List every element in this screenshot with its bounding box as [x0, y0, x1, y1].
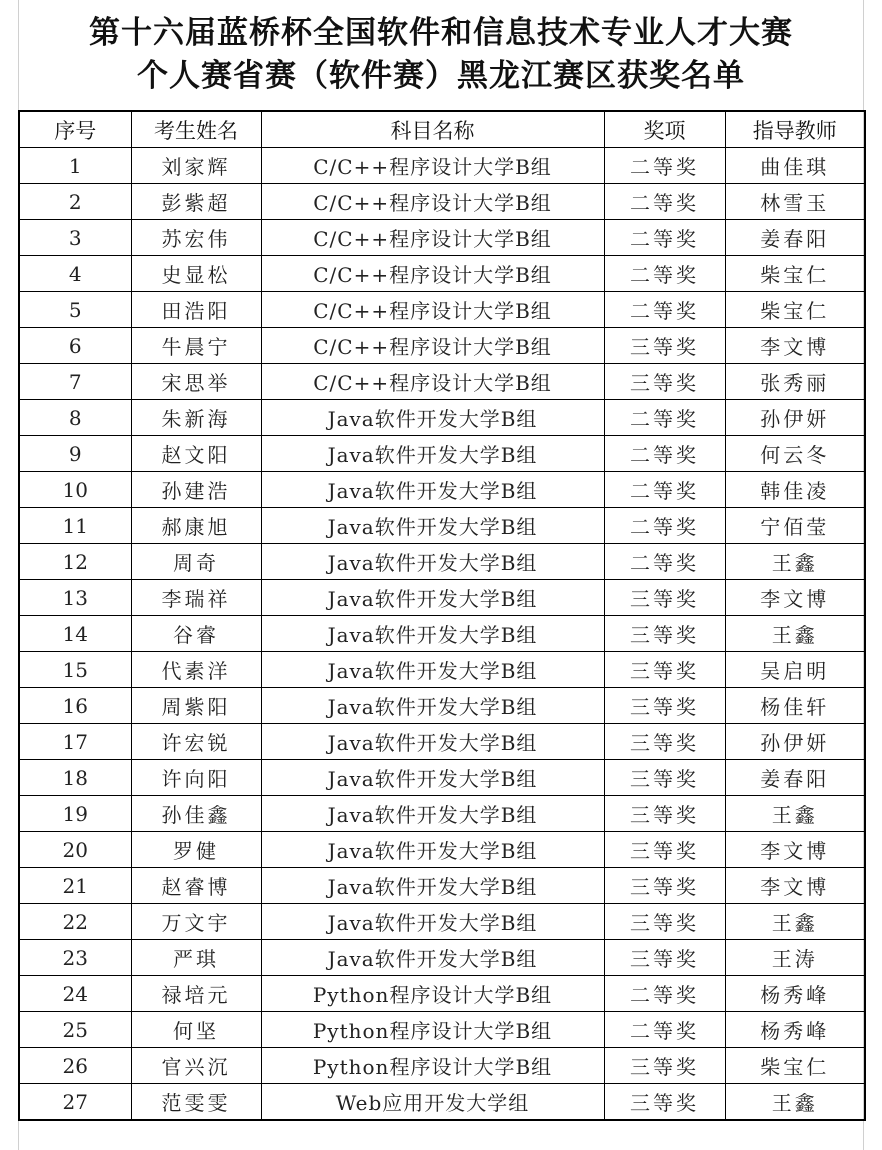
page-title-line2: 个人赛省赛（软件赛）黑龙江赛区获奖名单	[137, 58, 745, 94]
cell-no: 25	[19, 1012, 131, 1048]
cell-name: 史显松	[131, 256, 261, 292]
cell-no: 10	[19, 472, 131, 508]
cell-subject: C/C++程序设计大学B组	[261, 220, 604, 256]
cell-no: 2	[19, 184, 131, 220]
cell-teacher: 孙伊妍	[725, 400, 865, 436]
cell-name: 罗健	[131, 832, 261, 868]
cell-name: 万文宇	[131, 904, 261, 940]
cell-name: 代素洋	[131, 652, 261, 688]
page-title-line1: 第十六届蓝桥杯全国软件和信息技术专业人才大赛	[89, 15, 793, 51]
table-header-row	[19, 111, 865, 148]
cell-award: 三等奖	[604, 940, 725, 976]
cell-name: 谷睿	[131, 616, 261, 652]
table-row	[19, 364, 865, 400]
cell-award: 二等奖	[604, 472, 725, 508]
cell-award: 三等奖	[604, 328, 725, 364]
cell-subject: C/C++程序设计大学B组	[261, 184, 604, 220]
cell-teacher: 李文博	[725, 832, 865, 868]
cell-no: 20	[19, 832, 131, 868]
table-row	[19, 796, 865, 832]
table-row	[19, 1048, 865, 1084]
header-name: 考生姓名	[131, 111, 261, 148]
cell-subject: C/C++程序设计大学B组	[261, 292, 604, 328]
cell-teacher: 姜春阳	[725, 220, 865, 256]
cell-award: 三等奖	[604, 796, 725, 832]
cell-teacher: 何云冬	[725, 436, 865, 472]
cell-no: 17	[19, 724, 131, 760]
cell-no: 13	[19, 580, 131, 616]
cell-teacher: 王鑫	[725, 616, 865, 652]
cell-subject: Python程序设计大学B组	[261, 1012, 604, 1048]
cell-name: 严琪	[131, 940, 261, 976]
cell-award: 三等奖	[604, 1048, 725, 1084]
cell-subject: Java软件开发大学B组	[261, 400, 604, 436]
header-no: 序号	[19, 111, 131, 148]
cell-name: 宋思举	[131, 364, 261, 400]
cell-subject: C/C++程序设计大学B组	[261, 256, 604, 292]
cell-teacher: 李文博	[725, 868, 865, 904]
table-row	[19, 472, 865, 508]
cell-award: 三等奖	[604, 724, 725, 760]
cell-teacher: 王涛	[725, 940, 865, 976]
cell-award: 二等奖	[604, 148, 725, 184]
cell-subject: C/C++程序设计大学B组	[261, 364, 604, 400]
cell-name: 许向阳	[131, 760, 261, 796]
cell-no: 7	[19, 364, 131, 400]
cell-no: 18	[19, 760, 131, 796]
cell-award: 三等奖	[604, 616, 725, 652]
table-row	[19, 976, 865, 1012]
cell-award: 三等奖	[604, 868, 725, 904]
table-row	[19, 724, 865, 760]
cell-subject: Java软件开发大学B组	[261, 652, 604, 688]
table-row	[19, 868, 865, 904]
header-award: 奖项	[604, 111, 725, 148]
table-row	[19, 184, 865, 220]
table-row	[19, 292, 865, 328]
cell-no: 9	[19, 436, 131, 472]
table-row	[19, 652, 865, 688]
cell-subject: C/C++程序设计大学B组	[261, 328, 604, 364]
cell-subject: Java软件开发大学B组	[261, 580, 604, 616]
table-row	[19, 400, 865, 436]
table-row	[19, 904, 865, 940]
cell-name: 范雯雯	[131, 1084, 261, 1121]
cell-award: 二等奖	[604, 508, 725, 544]
cell-subject: Python程序设计大学B组	[261, 976, 604, 1012]
cell-teacher: 姜春阳	[725, 760, 865, 796]
cell-no: 24	[19, 976, 131, 1012]
cell-name: 赵睿博	[131, 868, 261, 904]
cell-teacher: 韩佳凌	[725, 472, 865, 508]
cell-award: 三等奖	[604, 760, 725, 796]
cell-teacher: 王鑫	[725, 544, 865, 580]
cell-award: 二等奖	[604, 436, 725, 472]
cell-name: 何坚	[131, 1012, 261, 1048]
cell-teacher: 王鑫	[725, 796, 865, 832]
cell-award: 二等奖	[604, 184, 725, 220]
table-row	[19, 580, 865, 616]
cell-award: 三等奖	[604, 832, 725, 868]
cell-name: 郝康旭	[131, 508, 261, 544]
cell-subject: Java软件开发大学B组	[261, 832, 604, 868]
cell-name: 彭紫超	[131, 184, 261, 220]
table-row	[19, 328, 865, 364]
cell-no: 21	[19, 868, 131, 904]
cell-no: 8	[19, 400, 131, 436]
cell-teacher: 曲佳琪	[725, 148, 865, 184]
cell-no: 14	[19, 616, 131, 652]
cell-no: 15	[19, 652, 131, 688]
cell-no: 11	[19, 508, 131, 544]
cell-no: 19	[19, 796, 131, 832]
cell-award: 二等奖	[604, 292, 725, 328]
cell-subject: Web应用开发大学组	[261, 1084, 604, 1121]
cell-teacher: 柴宝仁	[725, 292, 865, 328]
cell-no: 23	[19, 940, 131, 976]
cell-teacher: 张秀丽	[725, 364, 865, 400]
cell-name: 周奇	[131, 544, 261, 580]
cell-name: 刘家辉	[131, 148, 261, 184]
cell-subject: Java软件开发大学B组	[261, 616, 604, 652]
cell-subject: Java软件开发大学B组	[261, 904, 604, 940]
cell-subject: Java软件开发大学B组	[261, 760, 604, 796]
cell-name: 田浩阳	[131, 292, 261, 328]
cell-name: 李瑞祥	[131, 580, 261, 616]
cell-subject: Java软件开发大学B组	[261, 472, 604, 508]
table-row	[19, 832, 865, 868]
table-row	[19, 256, 865, 292]
cell-name: 苏宏伟	[131, 220, 261, 256]
cell-teacher: 李文博	[725, 328, 865, 364]
cell-teacher: 孙伊妍	[725, 724, 865, 760]
cell-teacher: 杨佳轩	[725, 688, 865, 724]
cell-name: 朱新海	[131, 400, 261, 436]
cell-subject: Java软件开发大学B组	[261, 940, 604, 976]
cell-teacher: 杨秀峰	[725, 976, 865, 1012]
table-body	[19, 148, 865, 1121]
cell-no: 1	[19, 148, 131, 184]
table-row	[19, 1012, 865, 1048]
cell-teacher: 王鑫	[725, 904, 865, 940]
cell-name: 禄培元	[131, 976, 261, 1012]
cell-no: 27	[19, 1084, 131, 1121]
cell-teacher: 李文博	[725, 580, 865, 616]
table-row	[19, 1084, 865, 1121]
cell-subject: Java软件开发大学B组	[261, 508, 604, 544]
table-row	[19, 760, 865, 796]
cell-no: 12	[19, 544, 131, 580]
cell-teacher: 林雪玉	[725, 184, 865, 220]
cell-subject: Java软件开发大学B组	[261, 796, 604, 832]
cell-subject: Python程序设计大学B组	[261, 1048, 604, 1084]
cell-award: 三等奖	[604, 364, 725, 400]
cell-name: 赵文阳	[131, 436, 261, 472]
cell-no: 22	[19, 904, 131, 940]
cell-award: 二等奖	[604, 400, 725, 436]
cell-name: 许宏锐	[131, 724, 261, 760]
header-subject: 科目名称	[261, 111, 604, 148]
cell-no: 26	[19, 1048, 131, 1084]
cell-award: 三等奖	[604, 904, 725, 940]
table-row	[19, 148, 865, 184]
cell-award: 三等奖	[604, 1084, 725, 1121]
cell-teacher: 吴启明	[725, 652, 865, 688]
header-teacher: 指导教师	[725, 111, 865, 148]
cell-teacher: 宁佰莹	[725, 508, 865, 544]
cell-name: 孙建浩	[131, 472, 261, 508]
table-row	[19, 616, 865, 652]
cell-award: 二等奖	[604, 976, 725, 1012]
cell-teacher: 杨秀峰	[725, 1012, 865, 1048]
cell-award: 三等奖	[604, 652, 725, 688]
cell-name: 周紫阳	[131, 688, 261, 724]
cell-name: 孙佳鑫	[131, 796, 261, 832]
cell-subject: Java软件开发大学B组	[261, 544, 604, 580]
table-row	[19, 220, 865, 256]
cell-award: 三等奖	[604, 688, 725, 724]
cell-award: 二等奖	[604, 220, 725, 256]
cell-award: 二等奖	[604, 1012, 725, 1048]
cell-teacher: 柴宝仁	[725, 256, 865, 292]
table-row	[19, 544, 865, 580]
table-row	[19, 508, 865, 544]
cell-name: 官兴沉	[131, 1048, 261, 1084]
cell-award: 三等奖	[604, 580, 725, 616]
cell-no: 3	[19, 220, 131, 256]
cell-no: 4	[19, 256, 131, 292]
cell-teacher: 王鑫	[725, 1084, 865, 1121]
cell-subject: Java软件开发大学B组	[261, 868, 604, 904]
cell-no: 5	[19, 292, 131, 328]
award-table	[18, 110, 866, 1121]
cell-subject: Java软件开发大学B组	[261, 724, 604, 760]
cell-no: 16	[19, 688, 131, 724]
cell-subject: Java软件开发大学B组	[261, 688, 604, 724]
cell-teacher: 柴宝仁	[725, 1048, 865, 1084]
cell-award: 二等奖	[604, 544, 725, 580]
cell-no: 6	[19, 328, 131, 364]
table-row	[19, 688, 865, 724]
cell-name: 牛晨宁	[131, 328, 261, 364]
table-row	[19, 436, 865, 472]
cell-subject: Java软件开发大学B组	[261, 436, 604, 472]
cell-subject: C/C++程序设计大学B组	[261, 148, 604, 184]
cell-award: 二等奖	[604, 256, 725, 292]
table-row	[19, 940, 865, 976]
